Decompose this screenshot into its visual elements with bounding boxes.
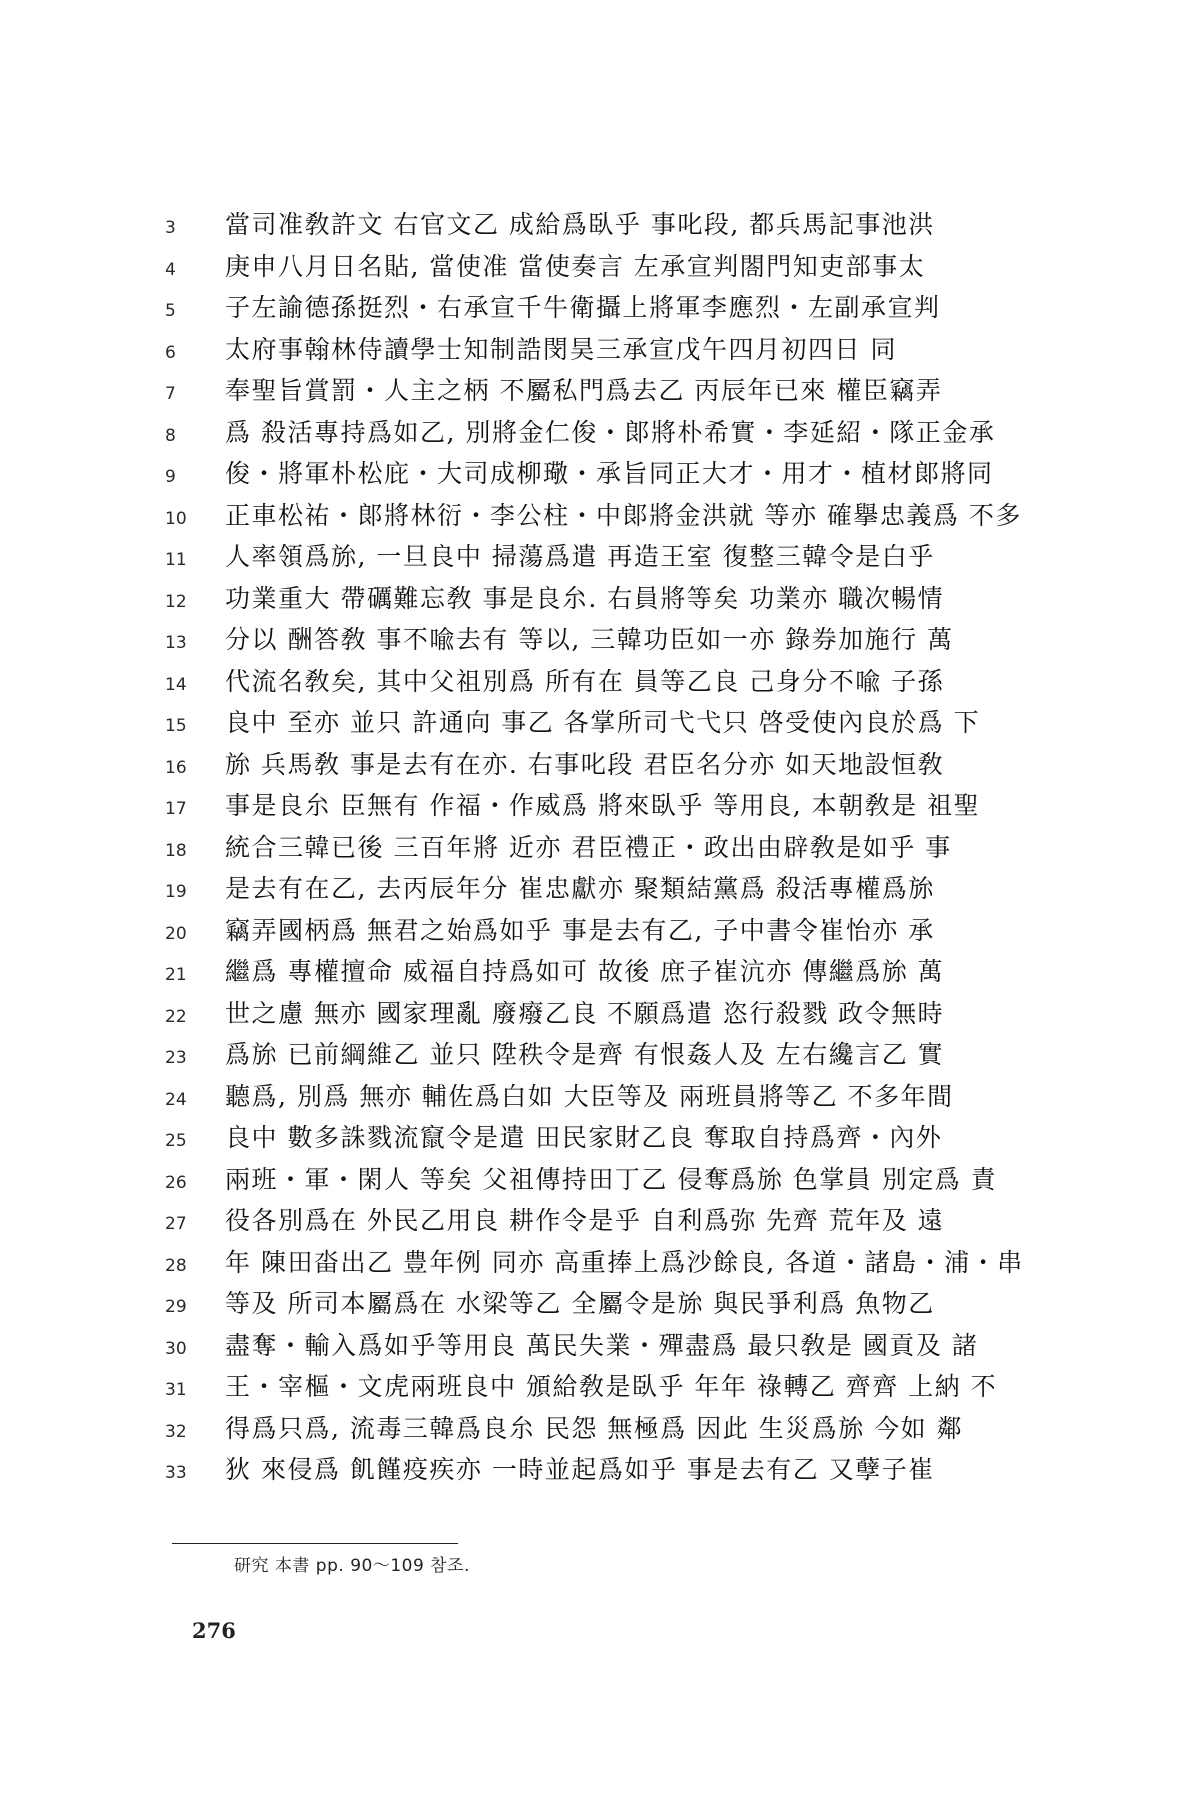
text-line [165, 662, 1165, 704]
line-number: 26 [165, 1172, 187, 1193]
line-number: 14 [165, 674, 187, 695]
text-line [165, 1118, 1165, 1160]
text-line [165, 869, 1165, 911]
text-line [165, 1035, 1165, 1077]
line-number: 9 [165, 467, 176, 487]
line-text: 功業重大 帶礪難忘敎 事是良厼. 右員將等矣 功業亦 職次暢情 [225, 583, 945, 613]
text-line [165, 1367, 1165, 1409]
main-text-block [165, 205, 1165, 1492]
line-number: 15 [165, 716, 187, 736]
line-number: 16 [165, 757, 187, 778]
line-text: 繼爲 專權擅命 威福自持爲如可 故後 庶子崔沆亦 傳繼爲旀 萬 [225, 957, 945, 986]
text-line [165, 1077, 1165, 1119]
line-text: 役各別爲在 外民乙用良 耕作令是乎 自利爲弥 先齊 荒年及 遠 [225, 1206, 945, 1235]
line-number: 31 [165, 1380, 187, 1400]
line-number: 25 [165, 1131, 187, 1151]
line-text: 分以 酬答敎 事不喩去有 等以, 三韓功臣如一亦 錄券加施行 萬 [225, 625, 954, 654]
text-line [165, 413, 1165, 455]
line-number: 8 [165, 425, 176, 446]
line-text: 竊弄國柄爲 無君之始爲如乎 事是去有乙, 子中書令崔怡亦 承 [225, 915, 935, 945]
text-line [165, 1409, 1165, 1451]
line-text: 世之慮 無亦 國家理亂 廢癈乙良 不願爲遣 恣行殺戮 政令無時 [225, 998, 945, 1028]
text-line [165, 247, 1165, 289]
line-number: 6 [165, 342, 176, 363]
line-text: 統合三韓已後 三百年將 近亦 君臣禮正・政出由辟敎是如乎 事 [225, 832, 952, 862]
line-number: 13 [165, 633, 187, 653]
footnote: 研究 本書 pp. 90～109 참조. [234, 1556, 470, 1576]
line-number: 32 [165, 1421, 187, 1442]
line-text: 狄 來侵爲 飢饉疫疾亦 一時並起爲如乎 事是去有乙 又孽子崔 [225, 1455, 935, 1484]
line-text: 良中 至亦 並只 許通向 事乙 各掌所司弋弋只 啓受使內良於爲 下 [225, 708, 981, 737]
line-text: 俊・將軍朴松庇・大司成柳璥・承旨同正大才・用才・植材郞將同 [225, 459, 994, 488]
line-text: 事是良厼 臣無有 作福・作威爲 將來臥乎 等用良, 本朝敎是 祖聖 [225, 791, 981, 820]
text-line [165, 579, 1165, 621]
text-line [165, 205, 1165, 247]
text-line [165, 994, 1165, 1036]
text-line [165, 911, 1165, 953]
line-text: 子左諭德孫挺烈・右承宣千牛衛攝上將軍李應烈・左副承宣判 [225, 293, 941, 322]
line-number: 23 [165, 1048, 187, 1068]
line-number: 33 [165, 1463, 187, 1483]
line-text: 聽爲, 別爲 無亦 輔佐爲白如 大臣等及 兩班員將等乙 不多年間 [225, 1081, 954, 1111]
line-text: 年 陳田畓出乙 豊年例 同亦 高重捧上爲沙餘良, 各道・諸島・浦・串 [225, 1247, 1024, 1277]
text-line [165, 1450, 1165, 1492]
text-line [165, 1243, 1165, 1285]
line-number: 18 [165, 840, 187, 861]
text-line [165, 454, 1165, 496]
text-line [165, 1160, 1165, 1202]
line-text: 爲旀 已前綱維乙 並只 陞秩令是齊 有恨姦人及 左右纔言乙 實 [225, 1040, 945, 1069]
text-line [165, 952, 1165, 994]
line-text: 奉聖旨賞罰・人主之柄 不屬私門爲去乙 丙辰年已來 權臣竊弄 [225, 376, 943, 405]
line-text: 盡奪・輸入爲如乎等用良 萬民失業・殫盡爲 最只敎是 國貢及 諸 [225, 1330, 979, 1360]
line-text: 等及 所司本屬爲在 水梁等乙 全屬令是旀 與民爭利爲 魚物乙 [225, 1289, 935, 1318]
text-line [165, 288, 1165, 330]
line-number: 4 [165, 259, 176, 280]
line-number: 3 [165, 218, 176, 238]
line-number: 21 [165, 965, 187, 985]
text-line [165, 330, 1165, 372]
line-number: 24 [165, 1089, 187, 1110]
page-number: 276 [192, 1618, 236, 1643]
line-text: 正車松祐・郞將林衍・李公柱・中郞將金洪就 等亦 確擧忠義爲 不多 [225, 500, 1022, 530]
text-line [165, 745, 1165, 787]
line-text: 兩班・軍・閑人 等矣 父祖傳持田丁乙 侵奪爲旀 色掌員 別定爲 責 [225, 1164, 998, 1194]
text-line [165, 1201, 1165, 1243]
text-line [165, 828, 1165, 870]
text-line [165, 786, 1165, 828]
line-number: 28 [165, 1255, 187, 1276]
line-text: 人率領爲旀, 一旦良中 掃蕩爲遣 再造王室 復整三韓令是白乎 [225, 542, 935, 571]
text-line [165, 1284, 1165, 1326]
line-number: 10 [165, 508, 187, 529]
text-line [165, 371, 1165, 413]
line-text: 得爲只爲, 流毒三韓爲良厼 民怨 無極爲 因此 生災爲旀 今如 鄰 [225, 1413, 964, 1443]
line-text: 王・宰樞・文虎兩班良中 頒給敎是臥乎 年年 祿轉乙 齊齊 上納 不 [225, 1372, 998, 1401]
line-text: 當司准敎許文 右官文乙 成給爲臥乎 事叱段, 都兵馬記事池洪 [225, 210, 935, 239]
line-number: 30 [165, 1338, 187, 1359]
line-number: 27 [165, 1214, 187, 1234]
text-line [165, 496, 1165, 538]
text-line [165, 537, 1165, 579]
text-line [165, 620, 1165, 662]
line-number: 11 [165, 550, 187, 570]
line-number: 29 [165, 1297, 187, 1317]
line-number: 19 [165, 882, 187, 902]
text-line [165, 1326, 1165, 1368]
line-number: 12 [165, 591, 187, 612]
line-number: 20 [165, 923, 187, 944]
line-text: 爲 殺活專持爲如乙, 別將金仁俊・郞將朴希實・李延紹・隊正金承 [225, 417, 996, 447]
line-text: 良中 數多誅戮流竄令是遣 田民家財乙良 奪取自持爲齊・內外 [225, 1123, 943, 1152]
line-text: 是去有在乙, 去丙辰年分 崔忠獻亦 聚類結黨爲 殺活專權爲旀 [225, 874, 935, 903]
line-text: 庚申八月日名貼, 當使准 當使奏言 左承宣判閤門知吏部事太 [225, 251, 926, 281]
footnote-divider [172, 1543, 458, 1544]
line-number: 7 [165, 384, 176, 404]
line-text: 太府事翰林侍讀學士知制誥閔昊三承宣戊午四月初四日 同 [225, 334, 897, 364]
line-text: 代流名敎矣, 其中父祖別爲 所有在 員等乙良 己身分不喩 子孫 [225, 666, 945, 696]
line-number: 22 [165, 1006, 187, 1027]
line-number: 5 [165, 301, 176, 321]
text-line [165, 703, 1165, 745]
line-number: 17 [165, 799, 187, 819]
line-text: 旀 兵馬敎 事是去有在亦. 右事叱段 君臣名分亦 如天地設恒敎 [225, 749, 945, 779]
